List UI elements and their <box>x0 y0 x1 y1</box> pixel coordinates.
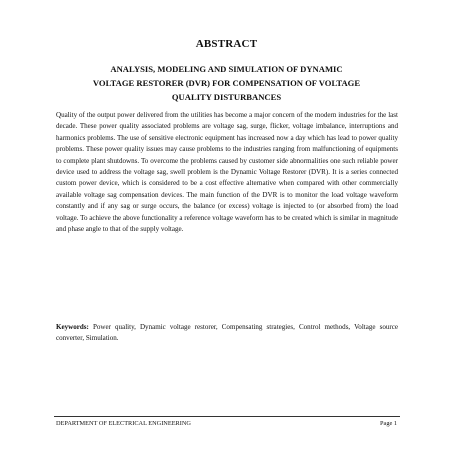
keywords-paragraph <box>56 322 398 345</box>
footer-divider <box>54 416 400 417</box>
abstract-heading: ABSTRACT <box>195 38 258 50</box>
keywords-label: Keywords: <box>56 323 89 331</box>
paper-title-line-1: ANALYSIS, MODELING AND SIMULATION OF DYNAMIC <box>110 64 343 74</box>
abstract-body: Quality of the output power delivered from the utilities has become a major concern of the modern industries for the last decade. These power quality associated problems are voltage sag, surge, flicker, voltage imbalance, interruptions and harmonics problems. The use of sensitive electronic equipment has increased now a day which has lead to power quality problems. These power quality issues may cause problems to the industries ranging from malfunctioning of equipments to complete plant shutdowns. To overcome the problems caused by customer side abnormalities one such reliable power device used to address the voltage sag, swell problem is the Dynamic Voltage Restorer (DVR). It is a series connected custom power device, which is considered to be a cost effective alternative when compared with other commercially available voltage sag compensation devices. The main function of the DVR is to monitor the load voltage waveform constantly and if any sag or surge occurs, the balance (or excess) voltage is injected to (or absorbed from) the load voltage. To achieve the above functionality a reference voltage waveform has to be created which is similar in magnitude and phase angle to that of the supply voltage. <box>56 111 398 234</box>
keywords-text: Power quality, Dynamic voltage restorer, Compensating strategies, Control methods, Voltage source converter, Simulation. <box>56 323 398 343</box>
paper-title <box>50 62 403 104</box>
footer-page-number: Page 1 <box>380 420 397 427</box>
footer-department: DEPARTMENT OF ELECTRICAL ENGINEERING <box>56 420 191 427</box>
paper-title-line-3: QUALITY DISTURBANCES <box>171 92 282 102</box>
paper-title-line-2: VOLTAGE RESTORER (DVR) FOR COMPENSATION OF VOLTAGE <box>92 78 361 88</box>
